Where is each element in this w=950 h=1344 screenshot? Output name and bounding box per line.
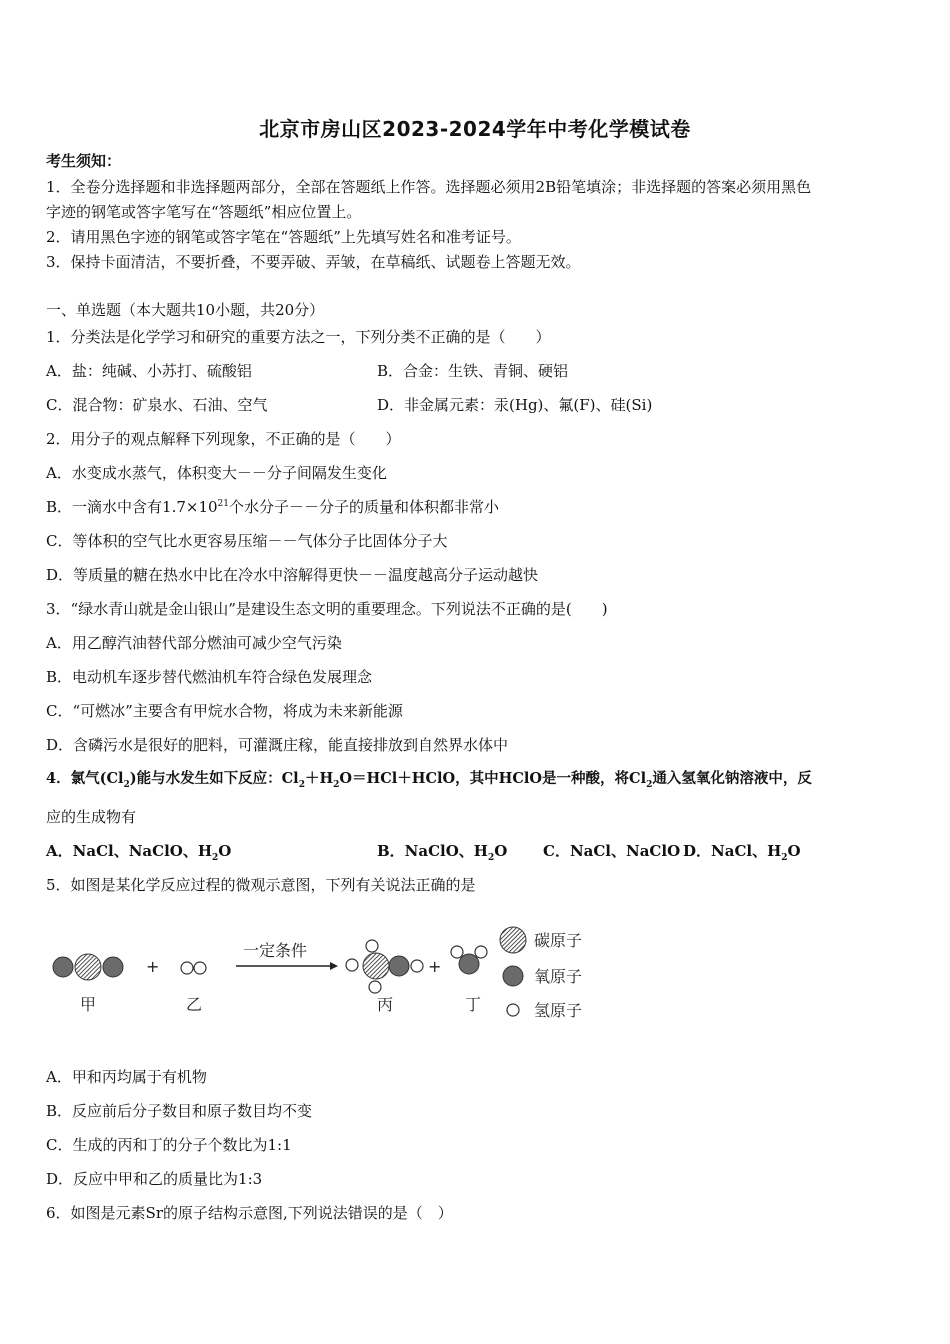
q1-option-b: B．合金：生铁、青铜、硬铝 [377,362,569,380]
plus-sign-1: + [146,957,160,976]
page-title: 北京市房山区2023-2024学年中考化学模试卷 [259,117,691,141]
q2-option-d: D．等质量的糖在热水中比在冷水中溶解得更快－－温度越高分子运动越快 [46,566,539,584]
section-heading: 一、单选题（本大题共10小题，共20分） [46,301,325,319]
q1-option-a: A．盐：纯碱、小苏打、硫酸铝 [46,362,252,380]
reaction-arrow-head [330,962,338,970]
q6-stem: 6．如图是元素Sr的原子结构示意图,下列说法错误的是（ ） [46,1204,453,1222]
notice-item-1-cont: 字迹的钢笔或答字笔写在“答题纸”相应位置上。 [46,203,362,221]
q4-option-c: C．NaCl、NaClO [543,842,681,860]
reaction-diagram-svg [40,920,620,1030]
notice-item-2: 2．请用黑色字迹的钢笔或答字笔在“答题纸”上先填写姓名和准考证号。 [46,228,521,246]
q2-option-b: B．一滴水中含有$1.7\times 10^{21}$个水分子－－分子的质量和体积都非常小 [46,498,500,516]
notice-item-3: 3．保持卡面清洁，不要折叠，不要弄破、弄皱，在草稿纸、试题卷上答题无效。 [46,253,581,271]
q3-option-b: B．电动机车逐步替代燃油机车符合绿色发展理念 [46,668,373,686]
reaction-condition: 一定条件 [243,941,308,960]
legend-hydrogen: 氢原子 [534,1001,583,1020]
q2-option-c: C．等体积的空气比水更容易压缩－－气体分子比固体分子大 [46,532,448,550]
molecule-bing [346,940,423,993]
q3-option-c: C．“可燃冰”主要含有甲烷水合物，将成为未来新能源 [46,702,403,720]
q5-option-a: A．甲和丙均属于有机物 [46,1068,207,1086]
label-bing: 丙 [377,995,394,1014]
q4-option-d: D．NaCl、$H_2O$ [683,842,801,863]
notice-item-1: 1．全卷分选择题和非选择题两部分，全部在答题纸上作答。选择题必须用2B铅笔填涂；非选择题的答案必须用黑色 [46,178,812,196]
q3-option-d: D．含磷污水是很好的肥料，可灌溉庄稼，能直接排放到自然界水体中 [46,736,509,754]
molecule-jia [53,954,123,980]
q4-stem: 4．氯气$(Cl_2)$能与水发生如下反应：$Cl_2+H_2O=HCl+HClO$，其中HClO是一种酸，将$Cl_2$通入氢氧化钠溶液中，反 [46,770,812,790]
legend [500,927,582,1020]
plus-sign-2: + [428,957,442,976]
q5-stem: 5．如图是某化学反应过程的微观示意图，下列有关说法正确的是 [46,876,476,894]
q4-stem-cont: 应的生成物有 [46,808,137,826]
q1-stem: 1．分类法是化学学习和研究的重要方法之一，下列分类不正确的是（ ） [46,328,551,346]
legend-carbon: 碳原子 [534,931,583,950]
q3-option-a: A．用乙醇汽油替代部分燃油可减少空气污染 [46,634,342,652]
q3-stem: 3．“绿水青山就是金山银山”是建设生态文明的重要理念。下列说法不正确的是( ) [46,600,608,618]
notice-heading: 考生须知： [46,152,122,170]
q5-option-c: C．生成的丙和丁的分子个数比为1:1 [46,1136,292,1154]
legend-carbon-icon [500,927,526,953]
reaction-diagram [40,920,620,1034]
q2-option-a: A．水变成水蒸气，体积变大－－分子间隔发生变化 [46,464,387,482]
q4-option-a: A．NaCl、NaClO、$H_2O$ [46,842,232,863]
q5-option-d: D．反应中甲和乙的质量比为1:3 [46,1170,263,1188]
label-ding: 丁 [465,995,482,1014]
legend-oxygen: 氧原子 [534,967,583,986]
q4-option-b: B．NaClO、$H_2O$ [377,842,508,863]
label-yi: 乙 [186,995,203,1014]
legend-hydrogen-icon [507,1004,519,1016]
label-jia: 甲 [80,995,97,1014]
q1-option-d: D．非金属元素：汞(Hg)、氟(F)、硅(Si) [377,396,653,414]
molecule-ding [451,946,487,974]
molecule-yi [181,962,206,974]
q5-option-b: B．反应前后分子数目和原子数目均不变 [46,1102,313,1120]
q2-stem: 2．用分子的观点解释下列现象，不正确的是（ ） [46,430,401,448]
legend-oxygen-icon [503,966,523,986]
q1-option-c: C．混合物：矿泉水、石油、空气 [46,396,268,414]
